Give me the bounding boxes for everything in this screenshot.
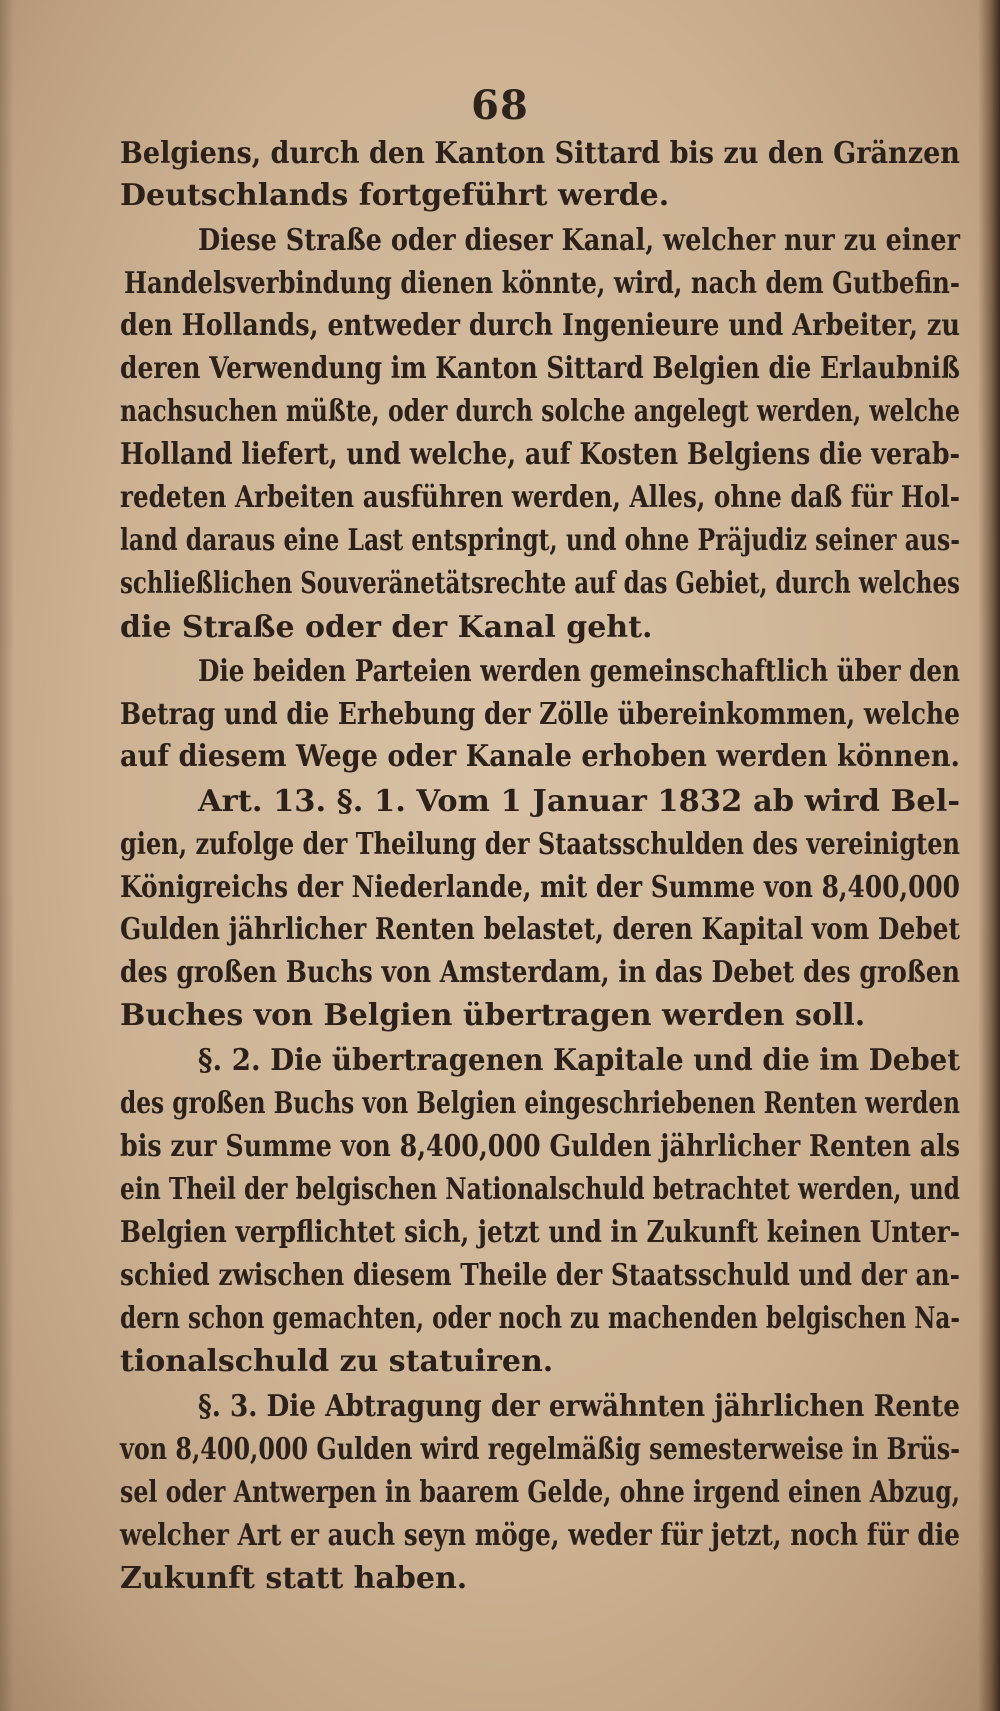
text-line: dern schon gemachten, oder noch zu machenden belgischen Na- — [120, 1301, 960, 1336]
page-number: 68 — [471, 82, 529, 129]
text-line: nachsuchen müßte, oder durch solche angelegt werden, welche — [120, 394, 960, 429]
text-line: Deutschlands fortgeführt werde. — [120, 178, 670, 213]
text-line: tionalschuld zu statuiren. — [120, 1344, 554, 1379]
text-line: Königreichs der Niederlande, mit der Summe von 8,400,000 — [120, 870, 960, 905]
text-line: deren Verwendung im Kanton Sittard Belgien die Erlaubniß — [120, 351, 960, 386]
text-line: ein Theil der belgischen Nationalschuld betrachtet werden, und — [120, 1172, 961, 1207]
text-line: die Straße oder der Kanal geht. — [120, 610, 653, 645]
text-line: Buches von Belgien übertragen werden soll. — [120, 998, 866, 1033]
text-line: des großen Buchs von Amsterdam, in das Debet des großen — [120, 955, 961, 990]
text-line: Belgiens, durch den Kanton Sittard bis zu den Gränzen — [120, 136, 960, 171]
text-line: §. 3. Die Abtragung der erwähnten jährlichen Rente — [198, 1389, 961, 1424]
text-line: Betrag und die Erhebung der Zölle übereinkommen, welche — [120, 697, 960, 732]
text-line: land daraus eine Last entspringt, und ohne Präjudiz seiner aus- — [120, 523, 960, 558]
text-line: Diese Straße oder dieser Kanal, welcher nur zu einer — [198, 223, 961, 258]
text-line: den Hollands, entweder durch Ingenieure und Arbeiter, zu — [120, 308, 961, 343]
text-line: Gulden jährlicher Renten belastet, deren Kapital vom Debet — [120, 912, 961, 947]
text-line: von 8,400,000 Gulden wird regelmäßig semesterweise in Brüs- — [120, 1432, 961, 1467]
text-line: Die beiden Parteien werden gemeinschaftlich über den — [198, 654, 961, 689]
text-line: des großen Buchs von Belgien eingeschriebenen Renten werden — [120, 1086, 961, 1121]
text-line: Handelsverbindung dienen könnte, wird, nach dem Gutbefin- — [124, 266, 961, 301]
text-line: Holland liefert, und welche, auf Kosten Belgiens die verab- — [120, 437, 961, 472]
text-line: §. 2. Die übertragenen Kapitale und die im Debet — [198, 1043, 961, 1078]
text-line: Belgien verpflichtet sich, jetzt und in Zukunft keinen Unter- — [120, 1215, 961, 1250]
text-line: gien, zufolge der Theilung der Staatsschulden des vereinigten — [120, 827, 961, 862]
text-line: schließlichen Souveränetätsrechte auf das Gebiet, durch welches — [120, 566, 960, 601]
text-line: auf diesem Wege oder Kanale erhoben werden können. — [120, 739, 960, 774]
text-line: bis zur Summe von 8,400,000 Gulden jährlicher Renten als — [120, 1129, 961, 1164]
text-line: sel oder Antwerpen in baarem Gelde, ohne irgend einen Abzug, — [120, 1475, 961, 1510]
text-line: schied zwischen diesem Theile der Staatsschuld und der an- — [120, 1258, 960, 1293]
text-line: welcher Art er auch seyn möge, weder für jetzt, noch für die — [120, 1518, 960, 1553]
text-line: Art. 13. §. 1. Vom 1 Januar 1832 ab wird Bel- — [198, 784, 960, 819]
text-line: Zukunft statt haben. — [120, 1561, 468, 1596]
text-line: redeten Arbeiten ausführen werden, Alles, ohne daß für Hol- — [120, 480, 960, 515]
